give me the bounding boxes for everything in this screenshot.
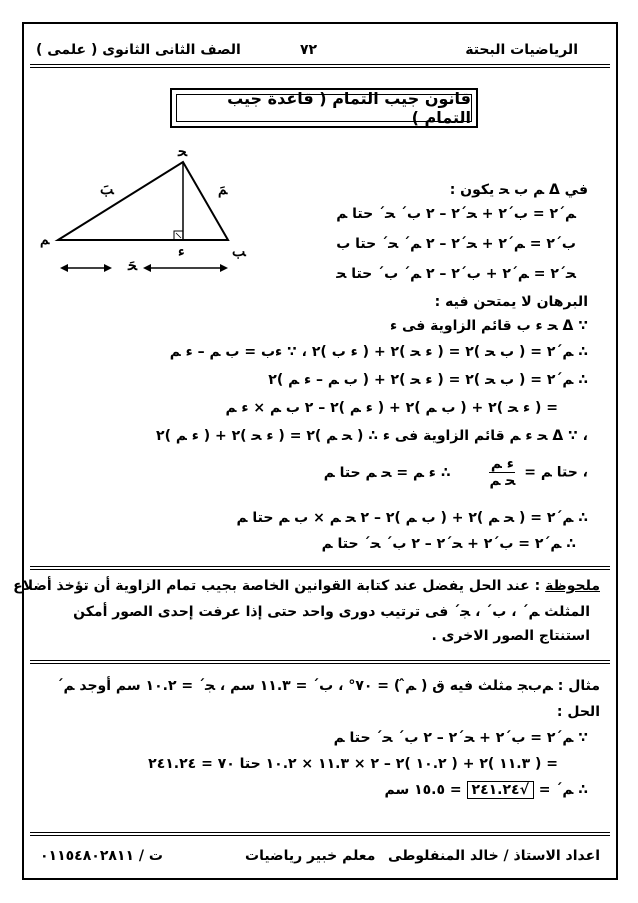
proof-line: ∴ ﻢ´٢ = ( ب ﺤ )٢ = ( ء ﺤ )٢ + ( ب ﻢ – ء ﻢ )٢ — [268, 372, 588, 388]
proof-result: ∴ ء ﻢ = ﺤ ﻢ حتا ﻢ — [323, 464, 451, 481]
header-grade: الصف الثانى الثانوى ( علمى ) — [36, 42, 241, 58]
formula-line: ﻢ´٢ = ب´٢ + ﺤ´٢ – ٢ ب´ ﺤ´ حتا ﻢ — [336, 206, 576, 222]
footer-author: اعداد الاستاذ / خالد المنفلوطى — [388, 848, 600, 864]
footer-phone: ت / ٠١١٥٤٨٠٢٨١١ — [40, 848, 163, 864]
note-line: استنتاج الصور الاخرى . — [431, 628, 590, 644]
solution-result — [384, 782, 588, 798]
vertex-top-label: ﺤ — [178, 144, 188, 160]
solution-step: = ( ١١.٣ )٢ + ( ١٠.٢ )٢ – ٢ × ١١.٣ × ١٠.٢ حتا ٧٠ = ٢٤١.٢٤ — [148, 756, 558, 772]
side-left-label: ﺐَ — [100, 182, 114, 198]
radicand: ٢٤١.٢٤ — [471, 782, 520, 798]
vertex-left-label: ﻢ — [40, 232, 50, 248]
proof-line: ∴ ﻢ´٢ = ( ب ﺤ )٢ = ( ء ﺤ )٢ + ( ء ب )٢ ، ∵ ءب = ب ﻢ – ء ﻢ — [169, 344, 588, 360]
intro-text: في Δ ﻢ ب ﺤ يكون : — [449, 182, 588, 198]
formula-line: ب´٢ = ﻢ´٢ + ﺤ´٢ – ٢ ﻢ´ ﺤ´ حتا ب — [336, 236, 576, 252]
note-label: ملحوظة — [545, 578, 600, 594]
title-box — [170, 88, 478, 128]
side-base-label: ﺤَ — [128, 258, 138, 274]
solution-label: الحل : — [556, 704, 600, 720]
proof-line: ∴ ﻢ´٢ = ب´٢ + ﺤ´٢ – ٢ ب´ ﺤ´ حتا ﻢ — [321, 536, 576, 552]
page-number: ٧٢ — [300, 42, 318, 58]
solution-step: ∵ ﻢ´٢ = ب´٢ + ﺤ´٢ – ٢ ب´ ﺤ´ حتا ﻢ — [333, 730, 588, 746]
fraction-denominator: ﺤ ﻢ — [489, 473, 516, 489]
square-root: √٢٤١.٢٤ — [467, 781, 534, 799]
triangle-figure — [40, 150, 280, 280]
vertex-foot-label: ﺀ — [178, 244, 185, 260]
note-text: عند الحل يفضل عند كتابة القوانين الخاصة بجيب تمام الزاوية أن تؤخذ أضلاع — [13, 578, 530, 594]
footer-divider — [30, 832, 610, 836]
fraction-prefix: ، حتا ﻢ = — [524, 464, 588, 481]
section-divider — [30, 660, 610, 664]
proof-line: ∵ Δ ﺤ ء ب قائم الزاوية فى ء — [389, 318, 588, 334]
proof-line: = ( ء ﺤ )٢ + ( ب ﻢ )٢ + ( ء ﻢ )٢ – ٢ ب ﻢ × ء ﻢ — [225, 400, 558, 416]
proof-line: ، ∵ Δ ﺤ ء ﻢ قائم الزاوية فى ء ∴ ( ﺤ ﻢ )٢ = ( ء ﺤ )٢ + ( ء ﻢ )٢ — [156, 428, 588, 444]
footer-role: معلم خبير رياضيات — [245, 848, 376, 864]
fraction-numerator: ء ﻢ — [490, 456, 514, 472]
proof-fraction-line — [324, 456, 588, 489]
proof-heading: البرهان لا يمتحن فيه : — [434, 294, 588, 310]
section-divider — [30, 566, 610, 570]
page-title: قانون جيب التمام ( قاعدة جيب التمام ) — [176, 94, 472, 122]
result-prefix: ∴ ﻢ´ = — [538, 782, 588, 798]
header-divider — [30, 64, 610, 68]
note-line: المثلث ﻢ´ ، ب´ ، ﺠ´ فى ترتيب دورى واحد حتى إذا عرفت إحدى الصور أمكن — [73, 604, 590, 620]
vertex-right-label: ﺐ — [232, 244, 246, 260]
note-line: ملحوظة : عند الحل يفضل عند كتابة القوانين الخاصة بجيب تمام الزاوية أن تؤخذ أضلاع — [13, 578, 600, 594]
fraction — [489, 456, 515, 489]
formula-line: ﺤ´٢ = ﻢ´٢ + ب´٢ – ٢ ﻢ´ ب´ حتا ﺤ — [336, 266, 576, 282]
result-value: = ١٥.٥ سم — [384, 782, 462, 798]
side-right-label: ﻢَ — [218, 182, 228, 198]
proof-line: ∴ ﻢ´٢ = ( ﺤ ﻢ )٢ + ( ب ﻢ )٢ – ٢ ﺤ ﻢ × ب ﻢ حتا ﻢ — [236, 510, 588, 526]
header-subject: الرياضيات البحتة — [465, 42, 578, 58]
example-line: مثال : ﻢبﺠ مثلث فيه ق ( ﻢ̂ ) = ٧٠° ، ب´ = ١١.٣ سم ، ﺠ´ = ١٠.٢ سم أوجد ﻢ´ — [56, 678, 600, 694]
